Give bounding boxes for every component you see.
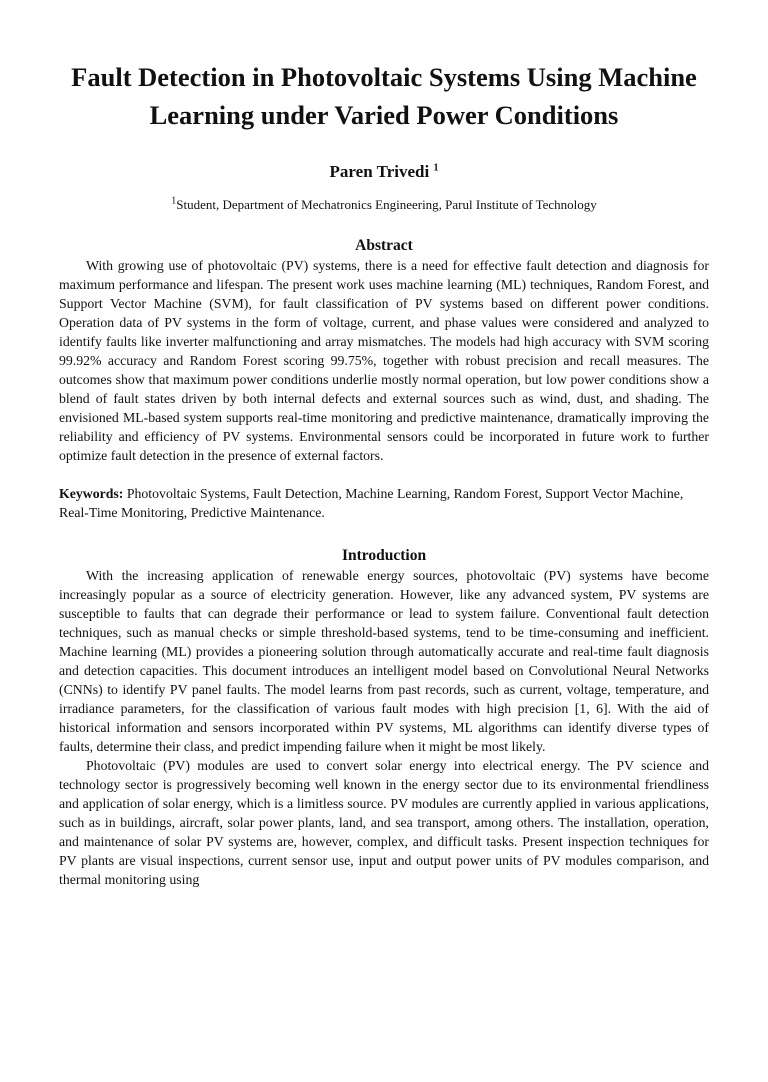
author-line [59,160,709,184]
keywords-line [59,484,709,522]
affiliation-text: Student, Department of Mechatronics Engineering, Parul Institute of Technology [176,197,597,212]
introduction-heading: Introduction [341,547,427,564]
affiliation-line [59,195,709,214]
introduction-paragraph: Photovoltaic (PV) modules are used to convert solar energy into electrical energy. The PV science and technology sector is progressively becoming well known in the energy sector due to its environmental friendliness and application of solar energy, which is a limitless source. PV modules are currently applied in various applications, such as in buildings, aircraft, solar power plants, land, and sea transport, among others. The installation, operation, and maintenance of solar PV systems are, however, complex, and difficult tasks. Present inspection techniques for PV plants are visual inspections, current sensor use, input and output power units of PV modules comparison, and thermal monitoring using [59,758,709,887]
keywords-label: Keywords: [59,486,124,501]
keywords-text: Photovoltaic Systems, Fault Detection, Machine Learning, Random Forest, Support Vector Machine, Real-Time Monitoring, Predictive Maintenance. [59,486,684,520]
introduction-paragraph: With the increasing application of renewable energy sources, photovoltaic (PV) systems have become increasingly popular as a source of electricity generation. However, like any advanced system, PV systems are susceptible to faults that can degrade their performance or lead to system failure. Conventional fault detection techniques, such as manual checks or simple threshold-based systems, tend to be time-consuming and inefficient. Machine learning (ML) provides a pioneering solution through automatically accurate and real-time fault diagnosis and detection capacities. This document introduces an intelligent model based on Convolutional Neural Networks (CNNs) to identify PV panel faults. The model learns from past records, such as current, voltage, temperature, and irradiance parameters, for the classification of various fault modes with high precision [1, 6]. With the aid of historical information and sensors incorporated within PV systems, ML algorithms can identify diverse types of faults, determine their class, and predict impending failure when it might be most likely. [59,568,709,754]
paper-title: Fault Detection in Photovoltaic Systems Using Machine Learning under Varied Power Conditions [71,62,697,130]
author-superscript: 1 [433,162,439,174]
author-name: Paren Trivedi [329,162,430,181]
affiliation-superscript: 1 [171,195,177,207]
paper-page [0,58,768,1082]
abstract-heading: Abstract [355,237,413,254]
abstract-paragraph: With growing use of photovoltaic (PV) systems, there is a need for effective fault detection and diagnosis for maximum performance and lifespan. The present work uses machine learning (ML) techniques, Random Forest, and Support Vector Machine (SVM), for fault classification of PV systems based on different power conditions. Operation data of PV systems in the form of voltage, current, and phase values were considered and analyzed to identify faults like inverter malfunctioning and array mismatches. The models had high accuracy with SVM scoring 99.92% accuracy and Random Forest scoring 99.75%, together with robust precision and recall measures. The outcomes show that maximum power conditions underlie mostly normal operation, but low power conditions show a blend of fault states driven by both internal defects and external sources such as wind, dust, and shading. The envisioned ML-based system supports real-time monitoring and predictive maintenance, dramatically improving the reliability and efficiency of PV systems. Environmental sensors could be incorporated in future work to further optimize fault detection in the presence of external factors. [59,258,709,463]
